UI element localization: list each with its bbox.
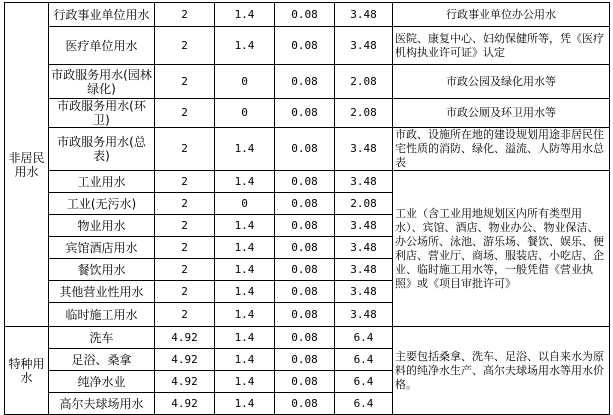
resource-fee: 0.08 (275, 281, 335, 303)
water-price: 2 (155, 27, 215, 65)
resource-fee: 0.08 (275, 327, 335, 349)
sewage-fee: 1.4 (215, 327, 275, 349)
note-admin: 行政事业单位办公用水 (393, 3, 610, 27)
row-name: 餐饮用水 (49, 259, 155, 281)
table-row (5, 128, 610, 171)
row-name: 其他营业性用水 (49, 281, 155, 303)
water-price: 2 (155, 99, 215, 128)
resource-fee: 0.08 (275, 128, 335, 171)
resource-fee: 0.08 (275, 215, 335, 237)
resource-fee: 0.08 (275, 193, 335, 215)
total-price: 3.48 (335, 171, 393, 193)
water-price: 2 (155, 193, 215, 215)
resource-fee: 0.08 (275, 27, 335, 65)
table-row (5, 99, 610, 128)
note-special: 主要包括桑拿、洗车、足浴、以自来水为原料的纯净水生产、高尔夫球场用水等用水价格。 (393, 327, 610, 415)
note-master: 市政、设施所在地的建设规划用途非居民住宅性质的消防、绿化、溢流、人防等用水总表 (393, 128, 610, 171)
water-price: 4.92 (155, 349, 215, 371)
water-price: 4.92 (155, 327, 215, 349)
note-garden: 市政公园及绿化用水等 (393, 65, 610, 99)
row-name: 临时施工用水 (49, 303, 155, 327)
resource-fee: 0.08 (275, 303, 335, 327)
water-price: 2 (155, 171, 215, 193)
note-industry: 工业（含工业用地规划区内所有类型用水）、宾馆、酒店、物业办公、物业保洁、办公场所、泳池、游乐场、餐饮、娱乐、便利店、营业厅、商场、服装店、小吃店、企业、临时施工用水等，一般凭借《营业执照》或《项目审批许可》 (393, 171, 610, 327)
resource-fee: 0.08 (275, 349, 335, 371)
total-price: 6.4 (335, 327, 393, 349)
row-name: 市政服务用水(环卫) (49, 99, 155, 128)
row-name: 纯净水业 (49, 371, 155, 393)
total-price: 3.48 (335, 27, 393, 65)
total-price: 3.48 (335, 303, 393, 327)
sewage-fee: 0 (215, 99, 275, 128)
water-price: 2 (155, 281, 215, 303)
water-price: 2 (155, 303, 215, 327)
sewage-fee: 1.4 (215, 128, 275, 171)
sewage-fee: 0 (215, 65, 275, 99)
row-name: 工业用水 (49, 171, 155, 193)
total-price: 2.08 (335, 99, 393, 128)
sewage-fee: 1.4 (215, 371, 275, 393)
sewage-fee: 1.4 (215, 303, 275, 327)
sewage-fee: 1.4 (215, 171, 275, 193)
table-row (5, 27, 610, 65)
sewage-fee: 1.4 (215, 215, 275, 237)
row-name: 市政服务用水(园林绿化) (49, 65, 155, 99)
total-price: 6.4 (335, 349, 393, 371)
resource-fee: 0.08 (275, 171, 335, 193)
table-row (5, 65, 610, 99)
water-price: 2 (155, 3, 215, 27)
row-name: 医疗单位用水 (49, 27, 155, 65)
group-non-resident: 非居民用水 (5, 3, 49, 327)
total-price: 3.48 (335, 3, 393, 27)
sewage-fee: 1.4 (215, 3, 275, 27)
total-price: 3.48 (335, 281, 393, 303)
table-row (5, 327, 610, 349)
total-price: 3.48 (335, 259, 393, 281)
water-price-table (4, 2, 610, 415)
total-price: 6.4 (335, 371, 393, 393)
water-price: 2 (155, 65, 215, 99)
total-price: 3.48 (335, 128, 393, 171)
sewage-fee: 1.4 (215, 349, 275, 371)
total-price: 6.4 (335, 393, 393, 415)
row-name: 宾馆酒店用水 (49, 237, 155, 259)
total-price: 2.08 (335, 193, 393, 215)
water-price: 2 (155, 215, 215, 237)
group-special: 特种用水 (5, 327, 49, 415)
resource-fee: 0.08 (275, 371, 335, 393)
sewage-fee: 1.4 (215, 259, 275, 281)
total-price: 2.08 (335, 65, 393, 99)
row-name: 足浴、桑拿 (49, 349, 155, 371)
sewage-fee: 0 (215, 193, 275, 215)
resource-fee: 0.08 (275, 393, 335, 415)
table-row (5, 171, 610, 193)
total-price: 3.48 (335, 215, 393, 237)
resource-fee: 0.08 (275, 3, 335, 27)
row-name: 工业(无污水) (49, 193, 155, 215)
total-price: 3.48 (335, 237, 393, 259)
water-price: 4.92 (155, 393, 215, 415)
row-name: 高尔夫球场用水 (49, 393, 155, 415)
sewage-fee: 1.4 (215, 281, 275, 303)
water-price: 2 (155, 237, 215, 259)
resource-fee: 0.08 (275, 259, 335, 281)
row-name: 洗车 (49, 327, 155, 349)
resource-fee: 0.08 (275, 65, 335, 99)
row-name: 行政事业单位用水 (49, 3, 155, 27)
row-name: 物业用水 (49, 215, 155, 237)
sewage-fee: 1.4 (215, 27, 275, 65)
resource-fee: 0.08 (275, 99, 335, 128)
resource-fee: 0.08 (275, 237, 335, 259)
table-row (5, 3, 610, 27)
sewage-fee: 1.4 (215, 237, 275, 259)
water-price: 2 (155, 259, 215, 281)
note-sanitation: 市政公厕及环卫用水等 (393, 99, 610, 128)
row-name: 市政服务用水(总表) (49, 128, 155, 171)
note-medical: 医院、康复中心、妇幼保健所等，凭《医疗机构执业许可证》认定 (393, 27, 610, 65)
water-price: 2 (155, 128, 215, 171)
sewage-fee: 1.4 (215, 393, 275, 415)
water-price: 4.92 (155, 371, 215, 393)
